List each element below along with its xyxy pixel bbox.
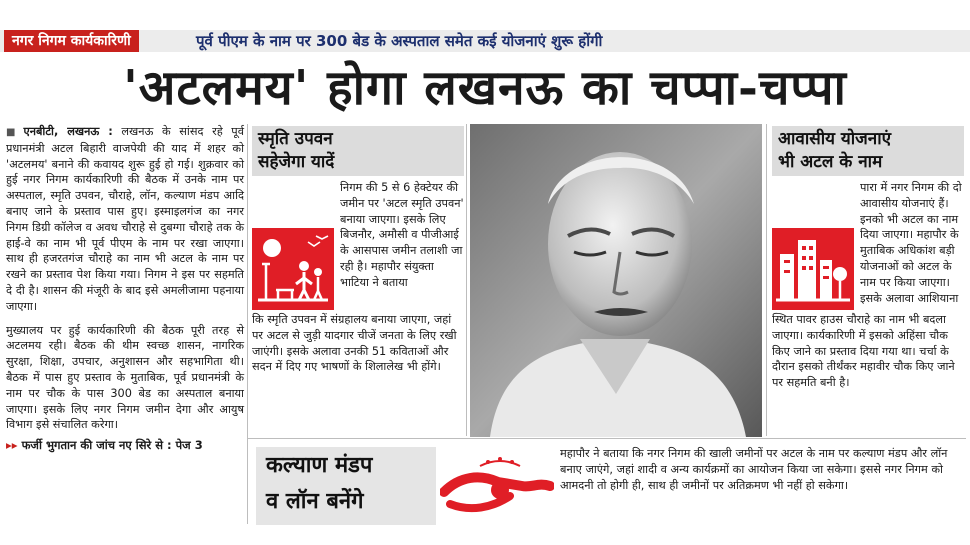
page-reference[interactable] <box>6 438 244 454</box>
wedding-hands-icon <box>440 446 554 526</box>
smriti-title-line-2: सहेजेगा यादें <box>258 152 335 172</box>
smriti-text-1: निगम की 5 से 6 हेक्टेयर की जमीन पर 'अटल स्मृति उपवन' बनाया जाएगा। इसके लिए बिजनौर, अमौसी व पीजीआई के आसपास जमीन तलाशी जा रही है। महापौर संयुक्ता भाटिया ने बताया <box>340 181 464 289</box>
section-kicker: नगर निगम कार्यकारिणी <box>4 30 139 52</box>
awas-text-2: स्थित पावर हाउस चौराहे का नाम भी बदला जाएगा। कार्यकारिणी में इसको अहिंसा चौक किए जाने का प्रस्ताव दिया गया था। चर्चा के दौरान इसको तीर्थंकर महावीर चौक किए जाने पर सहमति बनी है। <box>772 313 955 390</box>
kalyan-title-line-2: व लॉन बनेंगे <box>266 489 364 514</box>
kalyan-title-line-1: कल्याण मंडप <box>266 453 373 478</box>
page-reference-text: फर्जी भुगतान की जांच नए सिरे से : पेज 3 <box>21 438 203 453</box>
left-column <box>6 124 244 454</box>
kalyan-box-text: महापौर ने बताया कि नगर निगम की खाली जमीनों पर अटल के नाम पर कल्याण मंडप और लॉन बनाए जाएंगे, जहां शादी व अन्य कार्यक्रमों का आयोजन किया जा सकेगा। इससे नगर निगम को आमदनी तो होगी ही, साथ ही जमीनों पर अतिक्रमण भी नहीं हो सकेगा। <box>560 447 948 492</box>
dateline: एनबीटी, लखनऊ : <box>23 125 113 138</box>
subheadline: पूर्व पीएम के नाम पर 300 बेड के अस्पताल समेत कई योजनाएं शुरू होंगी <box>196 32 603 50</box>
page-headline: 'अटलमय' होगा लखनऊ का चप्पा-चप्पा <box>123 60 847 116</box>
awas-title-line-1: आवासीय योजनाएं <box>778 129 892 149</box>
smriti-title-line-1: स्मृति उपवन <box>258 129 333 149</box>
column-divider <box>466 124 467 436</box>
section-divider <box>248 438 966 439</box>
square-bullet-icon: ■ <box>6 127 21 138</box>
column-divider <box>766 124 767 436</box>
awas-text-1: पारा में नगर निगम की दो आवासीय योजनाएं हैं। इनको भी अटल का नाम दिया जाएगा। महापौर के मुताबिक अधिकांश बड़ी योजनाओं को अटल के नाम पर किया जाएगा। इसके अलावा आशियाना <box>860 181 962 305</box>
smriti-text-2: कि स्मृति उपवन में संग्रहालय बनाया जाएगा, जहां पर अटल से जुड़ी यादगार चीजें जनता के लिए रखी जाएंगी। इसके अलावा उनकी 51 कविताओं और सदन में दिए गए भाषणों के शिलालेख भी होंगे। <box>252 313 457 374</box>
park-family-icon <box>252 228 334 310</box>
buildings-icon <box>772 228 854 310</box>
smriti-text-intro <box>252 180 464 291</box>
column-divider <box>247 124 248 524</box>
portrait-photo <box>470 124 762 437</box>
paragraph-1-text: लखनऊ के सांसद रहे पूर्व प्रधानमंत्री अटल बिहारी वाजपेयी की याद में शहर को 'अटलमय' बनाने की कवायद शुरू हुई हो गई। शुक्रवार को हुई नगर निगम कार्यकारिणी की बैठक में उनके नाम पर अस्पताल, स्मृति उपवन, चौराहे, लॉन, कल्याण मंडप आदि बनाए जाने के प्रस्ताव पास हुए। इस्माइलगंज का नगर निगम डिग्री कॉलेज व अवध चौराहे से दुबग्गा चौराहे तक के हाई-वे का नाम भी पूर्व पीएम के नाम पर रखा जाएगा। साथ ही हजरतगंज चौराहे का नाम भी अटल के नाम पर रखने का प्रस्ताव पेश किया गया। निगम ने इस पर सहमति दे दी है। शासन की मंजूरी के बाद इसे अमलीजामा पहनाया जाएगा। <box>6 125 244 313</box>
kalyan-box-title <box>266 448 372 520</box>
awas-title-line-2: भी अटल के नाम <box>778 152 883 172</box>
double-arrow-icon: ▸▸ <box>6 438 18 453</box>
paragraph-2: मुख्यालय पर हुई कार्यकारिणी की बैठक पूरी तरह से अटलमय रही। बैठक की थीम स्वच्छ शासन, नागरिक सुरक्षा, शिक्षा, उपचार, अनुशासन और सहभागिता थी। बैठक में पास हुए प्रस्ताव के मुताबिक, पूर्व प्रधानमंत्री के नाम पर चौक के पास 300 बेड का अस्पताल बनाया जाएगा। इसके लिए नगर निगम जमीन देगा और आयुष विभाग इसे संचालित करेगा। <box>6 323 244 432</box>
smriti-box-title <box>252 126 464 176</box>
awas-text-intro <box>772 180 964 306</box>
paragraph-1 <box>6 124 244 315</box>
smriti-box-text <box>252 180 464 375</box>
awas-box-text <box>772 180 964 391</box>
awas-box-title <box>772 126 964 176</box>
